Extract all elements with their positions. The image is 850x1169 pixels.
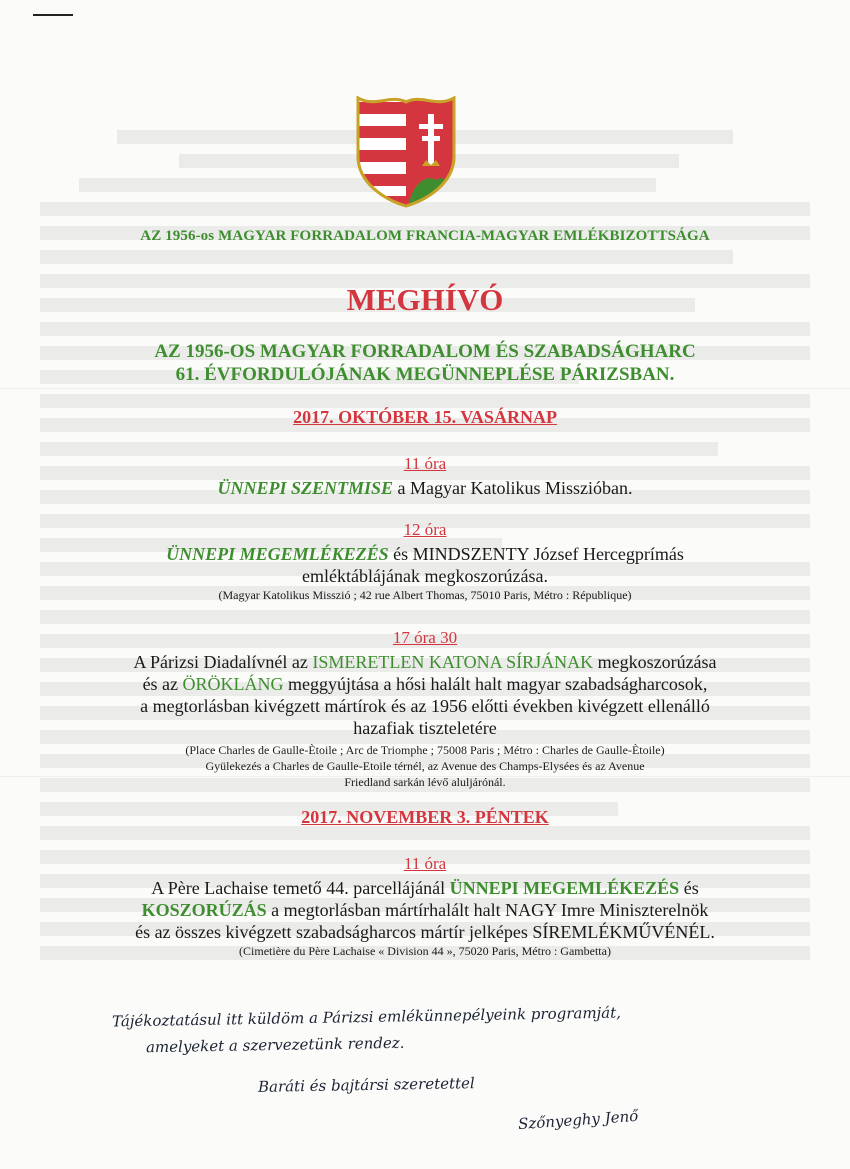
event-highlight: ÜNNEPI MEGEMLÉKEZÉS xyxy=(166,544,389,564)
day1-date: 2017. OKTÓBER 15. VASÁRNAP xyxy=(293,407,557,427)
event-text: és az összes kivégzett szabadságharcos mártír jelképes SÍREMLÉKMŰVÉNÉL. xyxy=(135,922,715,942)
event-text: A Párizsi Diadalívnél az xyxy=(133,652,313,672)
event-time: 11 óra xyxy=(403,854,447,873)
event-highlight: KOSZORÚZÁS xyxy=(141,900,267,920)
event-commemoration xyxy=(40,520,810,603)
event-address: (Cimetière du Père Lachaise « Division 44 », 75020 Paris, Métro : Gambetta) xyxy=(239,944,611,958)
subtitle-line: AZ 1956-OS MAGYAR FORRADALOM ÉS SZABADSÁGHARC xyxy=(154,341,696,362)
day1-date-heading xyxy=(40,407,810,428)
event-time: 12 óra xyxy=(403,520,447,539)
corner-mark xyxy=(33,14,73,16)
page-title: MEGHÍVÓ xyxy=(346,282,504,317)
event-text: megkoszorúzása xyxy=(593,652,717,672)
event-text: a Magyar Katolikus Misszióban. xyxy=(393,478,633,498)
event-text: a megtorlásban kivégzett mártírok és az 1956 előtti években kivégzett ellenálló xyxy=(140,696,710,716)
handwritten-signature: Szőnyeghy Jenő xyxy=(517,1106,639,1134)
day2-date: 2017. NOVEMBER 3. PÉNTEK xyxy=(301,807,549,827)
event-arc-de-triomphe xyxy=(40,628,810,790)
day2-date-heading xyxy=(40,807,810,828)
event-address: (Magyar Katolikus Misszió ; 42 rue Albert Thomas, 75010 Paris, Métro : République) xyxy=(218,588,632,602)
handwritten-line: Tájékoztatásul itt küldöm a Párizsi emlékünnepélyeink programját, xyxy=(111,1003,622,1031)
handwritten-line: amelyeket a szervezetünk rendez. xyxy=(145,1033,405,1057)
event-text: a megtorlásban mártírhalált halt NAGY Imre Miniszterelnök xyxy=(266,900,709,920)
event-mass xyxy=(40,454,810,499)
organization-name: AZ 1956-os MAGYAR FORRADALOM FRANCIA-MAGYAR EMLÉKBIZOTTSÁGA xyxy=(140,228,710,244)
event-text: emléktáblájának megkoszorúzása. xyxy=(302,566,548,586)
event-text: és az xyxy=(142,674,183,694)
event-text: és MINDSZENTY József Hercegprímás xyxy=(388,544,684,564)
event-highlight: ISMERETLEN KATONA SÍRJÁNAK xyxy=(312,652,594,672)
subtitle-line: 61. ÉVFORDULÓJÁNAK MEGÜNNEPLÉSE PÁRIZSBAN. xyxy=(175,364,675,385)
event-meeting-point: Friedland sarkán lévő aluljárónál. xyxy=(344,775,506,789)
event-text: meggyújtása a hősi halált halt magyar szabadságharcosok, xyxy=(283,674,708,694)
event-time: 17 óra 30 xyxy=(392,628,458,647)
hungarian-coat-of-arms-icon xyxy=(356,96,456,208)
handwritten-line: Baráti és bajtársi szeretettel xyxy=(257,1074,475,1096)
event-text: hazafiak tiszteletére xyxy=(353,718,497,738)
event-text: A Père Lachaise temető 44. parcellájánál xyxy=(151,878,450,898)
event-highlight: ÜNNEPI SZENTMISE xyxy=(217,478,394,498)
event-address: (Place Charles de Gaulle-Ètoile ; Arc de Triomphe ; 75008 Paris ; Métro : Charles de Gaulle-Ètoile) xyxy=(185,743,665,757)
event-pere-lachaise xyxy=(40,854,810,959)
subtitle xyxy=(40,340,810,386)
event-time: 11 óra xyxy=(403,454,447,473)
event-meeting-point: Gyülekezés a Charles de Gaulle-Etoile térnél, az Avenue des Champs-Elysées és az Avenue xyxy=(205,759,645,773)
event-text: és xyxy=(679,878,699,898)
event-highlight: ÜNNEPI MEGEMLÉKEZÉS xyxy=(449,878,680,898)
event-highlight: ÖRÖKLÁNG xyxy=(182,674,284,694)
